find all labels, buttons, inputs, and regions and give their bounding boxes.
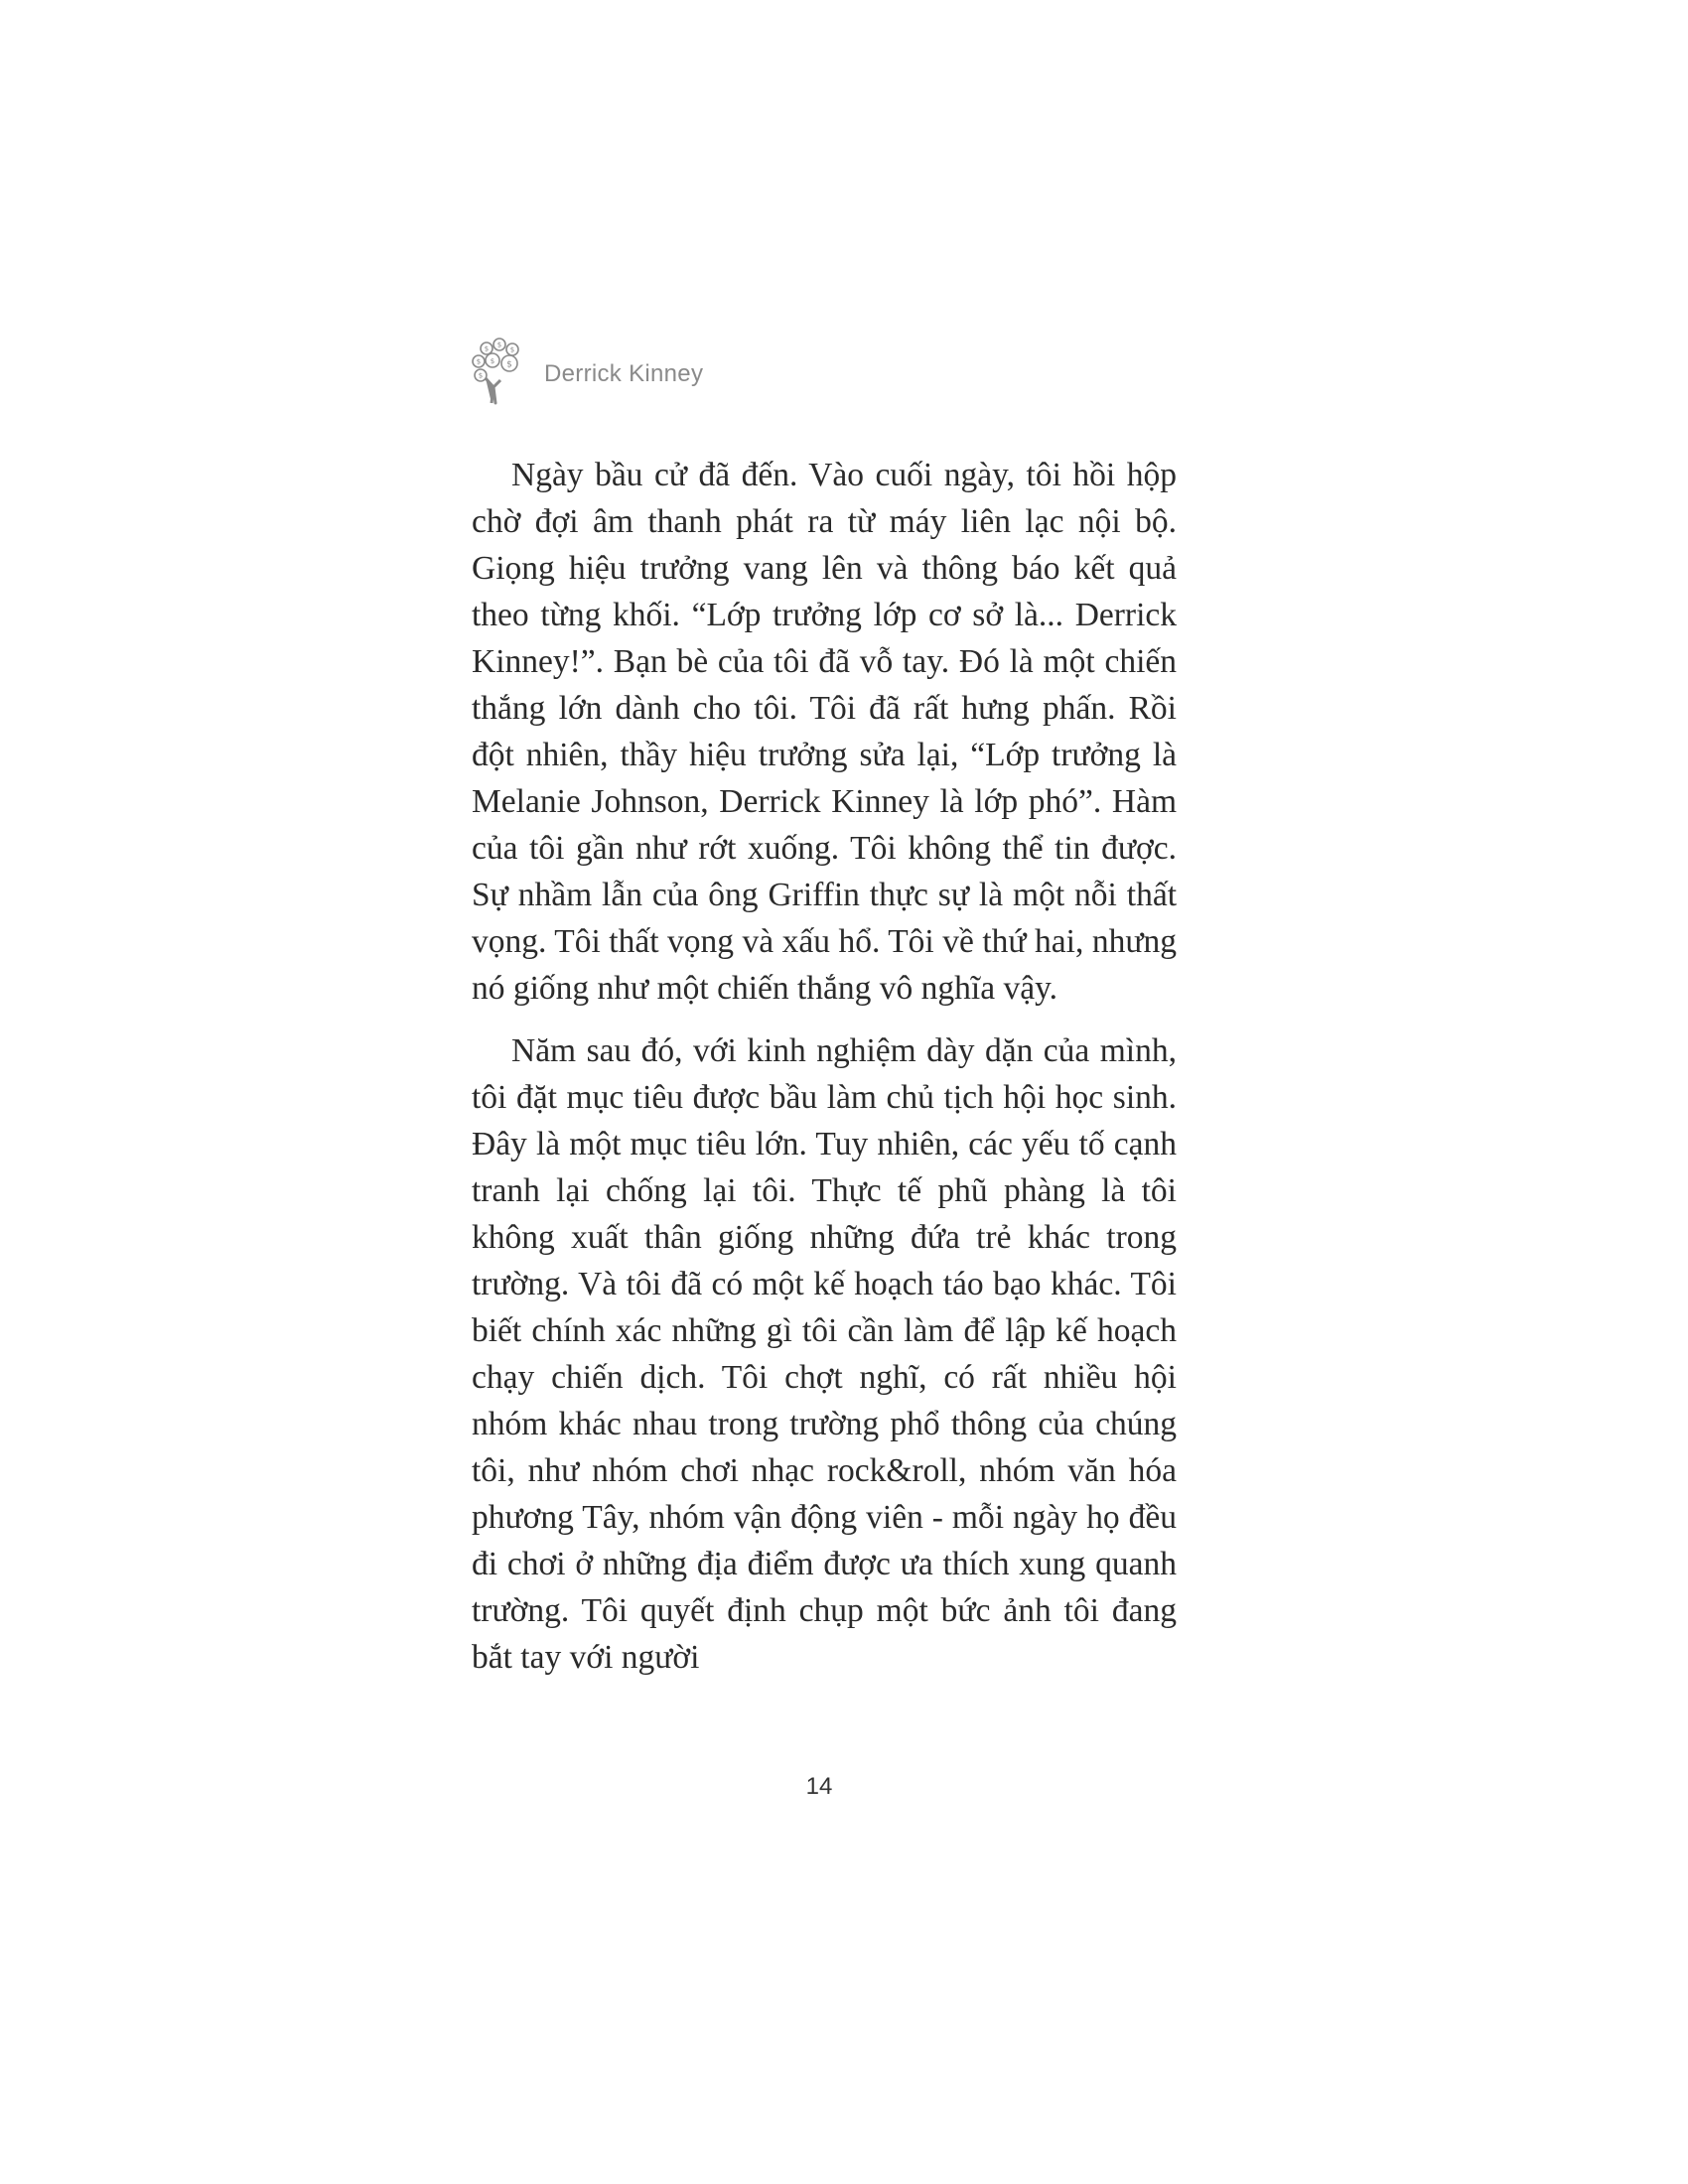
svg-text:$: $ (484, 344, 490, 353)
svg-text:$: $ (506, 359, 512, 370)
running-header (467, 336, 703, 405)
svg-text:$: $ (490, 357, 495, 365)
author-name: Derrick Kinney (544, 360, 704, 387)
paragraph: Năm sau đó, với kinh nghiệm dày dặn của mình, tôi đặt mục tiêu được bầu làm chủ tịch hội học sinh. Đây là một mục tiêu lớn. Tuy nhiên, các yếu tố cạnh tranh lại chống lại tôi. Thực tế phũ phàng là tôi không xuất thân giống những đứa trẻ khác trong trường. Và tôi đã có một kế hoạch táo bạo khác. Tôi biết chính xác những gì tôi cần làm để lập kế hoạch chạy chiến dịch. Tôi chợt nghĩ, có rất nhiều hội nhóm khác nhau trong trường phổ thông của chúng tôi, như nhóm chơi nhạc rock&roll, nhóm văn hóa phương Tây, nhóm vận động viên - mỗi ngày họ đều đi chơi ở những địa điểm được ưa thích xung quanh trường. Tôi quyết định chụp một bức ảnh tôi đang bắt tay với người (472, 1032, 1177, 1676)
money-tree-icon (467, 336, 532, 405)
page-number: 14 (805, 1773, 833, 1800)
paragraph: Ngày bầu cử đã đến. Vào cuối ngày, tôi hồi hộp chờ đợi âm thanh phát ra từ máy liên lạc nội bộ. Giọng hiệu trưởng vang lên và thông báo kết quả theo từng khối. “Lớp trưởng lớp cơ sở là... Derrick Kinney!”. Bạn bè của tôi đã vỗ tay. Đó là một chiến thắng lớn dành cho tôi. Tôi đã rất hưng phấn. Rồi đột nhiên, thầy hiệu trưởng sửa lại, “Lớp trưởng là Melanie Johnson, Derrick Kinney là lớp phó”. Hàm của tôi gần như rớt xuống. Tôi không thể tin được. Sự nhầm lẫn của ông Griffin thực sự là một nỗi thất vọng. Tôi thất vọng và xấu hổ. Tôi về thứ hai, nhưng nó giống như một chiến thắng vô nghĩa vậy. (472, 457, 1177, 1007)
svg-text:$: $ (476, 357, 482, 366)
svg-text:$: $ (478, 371, 484, 380)
body-text (472, 452, 1177, 1697)
svg-text:$: $ (509, 345, 515, 354)
svg-text:$: $ (496, 341, 502, 349)
